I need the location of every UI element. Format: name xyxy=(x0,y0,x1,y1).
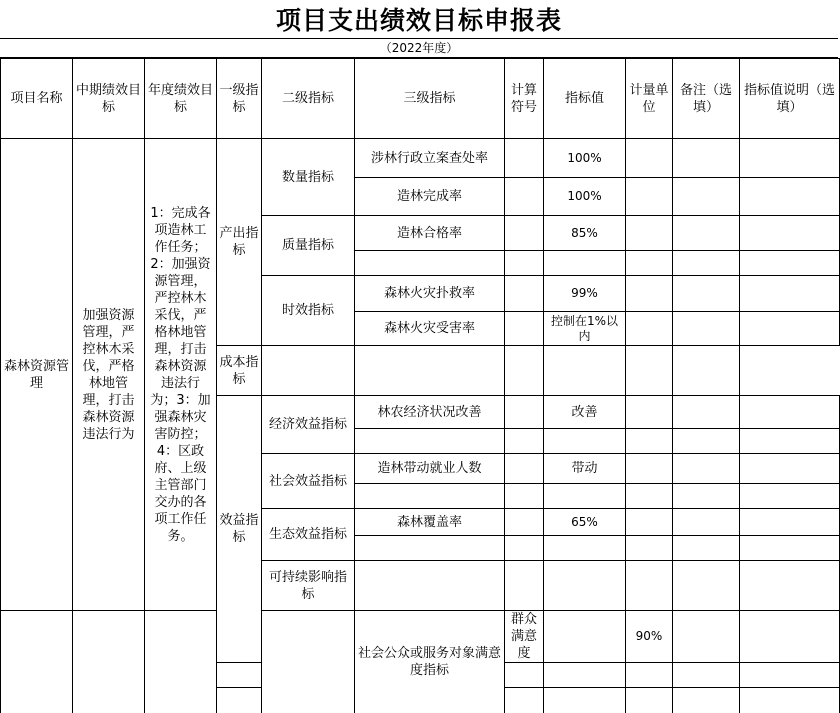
remark-cell xyxy=(673,139,740,178)
unit-cell xyxy=(626,396,673,429)
sheet-year: （2022年度） xyxy=(0,38,838,58)
header-level3: 三级指标 xyxy=(355,59,505,139)
remark-cell xyxy=(673,484,740,509)
calc-symbol-cell xyxy=(505,312,544,346)
value-note-cell xyxy=(740,429,840,454)
indicator-name: 群众满意度 xyxy=(505,611,544,663)
level2-social-cell: 社会效益指标 xyxy=(262,454,355,509)
remark-cell xyxy=(673,251,740,276)
project-name-cell-cont xyxy=(1,611,73,713)
header-row xyxy=(1,59,840,139)
value-note-cell xyxy=(673,346,740,396)
indicator-value xyxy=(544,688,626,713)
indicator-name: 造林完成率 xyxy=(355,178,505,216)
calc-symbol-cell xyxy=(505,484,544,509)
value-note-cell xyxy=(740,139,840,178)
value-note-cell xyxy=(740,454,840,484)
remark-cell xyxy=(673,216,740,251)
mid-term-goal-cell-cont xyxy=(73,611,145,713)
indicator-value: 带动 xyxy=(544,454,626,484)
project-name-cell: 森林资源管理 xyxy=(1,139,73,611)
calc-symbol-cell xyxy=(505,216,544,251)
unit-cell xyxy=(673,611,740,663)
calc-symbol-cell xyxy=(505,536,544,561)
remark-cell xyxy=(626,346,673,396)
remark-cell xyxy=(673,688,740,713)
indicator-value: 65% xyxy=(544,509,626,536)
unit-cell xyxy=(626,139,673,178)
indicator-value xyxy=(544,429,626,454)
remark-cell xyxy=(673,663,740,688)
indicator-value: 90% xyxy=(626,611,673,663)
unit-cell xyxy=(544,346,626,396)
value-note-cell xyxy=(740,178,840,216)
value-note-cell xyxy=(740,561,840,611)
remark-cell xyxy=(673,536,740,561)
calc-symbol-cell xyxy=(505,688,544,713)
value-note-cell xyxy=(740,312,840,346)
indicator-name xyxy=(217,663,262,688)
indicator-name: 林农经济状况改善 xyxy=(355,396,505,429)
value-note-cell xyxy=(740,536,840,561)
remark-cell xyxy=(673,178,740,216)
value-note-cell xyxy=(740,663,840,688)
level1-output-cell: 产出指标 xyxy=(217,139,262,346)
unit-cell xyxy=(626,663,673,688)
remark-cell xyxy=(740,611,840,663)
indicator-value: 99% xyxy=(544,276,626,312)
annual-goal-cell-cont xyxy=(145,611,217,713)
level2-quantity-cell: 数量指标 xyxy=(262,139,355,216)
header-calc-symbol: 计算符号 xyxy=(505,59,544,139)
calc-symbol-cell xyxy=(505,663,544,688)
header-level1: 一级指标 xyxy=(217,59,262,139)
remark-cell xyxy=(673,312,740,346)
indicator-value xyxy=(544,536,626,561)
calc-symbol-cell xyxy=(505,139,544,178)
value-note-cell xyxy=(740,216,840,251)
header-mid-term-goal: 中期绩效目标 xyxy=(73,59,145,139)
calc-symbol-cell xyxy=(505,251,544,276)
unit-cell xyxy=(626,454,673,484)
header-level2: 二级指标 xyxy=(262,59,355,139)
remark-cell xyxy=(673,561,740,611)
unit-cell xyxy=(626,312,673,346)
calc-symbol-cell xyxy=(505,429,544,454)
unit-cell xyxy=(626,536,673,561)
remark-cell xyxy=(673,276,740,312)
indicator-value: 85% xyxy=(544,216,626,251)
unit-cell xyxy=(626,561,673,611)
unit-cell xyxy=(626,216,673,251)
indicator-name xyxy=(355,536,505,561)
unit-cell xyxy=(626,429,673,454)
level2-cost-cell: 成本指标 xyxy=(217,346,262,396)
level1-benefit-cell-cont xyxy=(262,611,355,713)
indicator-name: 森林覆盖率 xyxy=(355,509,505,536)
indicator-name: 造林合格率 xyxy=(355,216,505,251)
mid-term-goal-cell: 加强资源管理，严控林木采伐，严格林地管理，打击森林资源违法行为 xyxy=(73,139,145,611)
value-note-cell xyxy=(740,251,840,276)
header-annual-goal: 年度绩效目标 xyxy=(145,59,217,139)
indicator-name: 森林火灾扑救率 xyxy=(355,276,505,312)
calc-symbol-cell xyxy=(505,454,544,484)
header-unit: 计量单位 xyxy=(626,59,673,139)
header-remark: 备注（选填） xyxy=(673,59,740,139)
indicator-value xyxy=(544,663,626,688)
value-note-cell xyxy=(740,688,840,713)
sheet-title: 项目支出绩效目标申报表 xyxy=(0,0,838,39)
table-row xyxy=(1,139,840,178)
header-project-name: 项目名称 xyxy=(1,59,73,139)
level2-timeliness-cell: 时效指标 xyxy=(262,276,355,346)
indicator-name: 森林火灾受害率 xyxy=(355,312,505,346)
indicator-value: 100% xyxy=(544,178,626,216)
unit-cell xyxy=(626,688,673,713)
goal-table xyxy=(0,58,840,713)
remark-cell xyxy=(673,509,740,536)
indicator-name xyxy=(355,251,505,276)
header-target-value: 指标值 xyxy=(544,59,626,139)
calc-symbol-cell xyxy=(505,509,544,536)
level2-ecological-cell: 生态效益指标 xyxy=(262,509,355,561)
value-note-cell xyxy=(740,276,840,312)
remark-cell xyxy=(673,454,740,484)
unit-cell xyxy=(626,509,673,536)
level2-sustainable-cell: 可持续影响指标 xyxy=(262,561,355,611)
indicator-value: 改善 xyxy=(544,396,626,429)
calc-symbol-cell xyxy=(505,178,544,216)
indicator-name xyxy=(355,484,505,509)
indicator-name xyxy=(262,346,355,396)
calc-symbol-cell xyxy=(544,611,626,663)
remark-cell xyxy=(673,396,740,429)
unit-cell xyxy=(626,251,673,276)
level2-satisfaction-cell: 社会公众或服务对象满意度指标 xyxy=(355,611,505,713)
indicator-value xyxy=(505,346,544,396)
indicator-value: 100% xyxy=(544,139,626,178)
calc-symbol-cell xyxy=(505,561,544,611)
value-note-cell xyxy=(740,484,840,509)
calc-symbol-cell xyxy=(505,276,544,312)
unit-cell xyxy=(626,276,673,312)
header-value-note: 指标值说明（选填） xyxy=(740,59,840,139)
value-note-cell xyxy=(740,509,840,536)
annual-goal-cell: 1：完成各项造林工作任务；2：加强资源管理，严控林木采伐，严格林地管理，打击森林资源违法行为；3：加强森林灾害防控；4：区政府、上级主管部门交办的各项工作任务。 xyxy=(145,139,217,611)
unit-cell xyxy=(626,178,673,216)
indicator-value xyxy=(544,251,626,276)
calc-symbol-cell xyxy=(355,346,505,396)
level2-quality-cell: 质量指标 xyxy=(262,216,355,276)
indicator-value xyxy=(544,484,626,509)
unit-cell xyxy=(626,484,673,509)
remark-cell xyxy=(673,429,740,454)
indicator-name xyxy=(355,561,505,611)
level2-economic-cell: 经济效益指标 xyxy=(262,396,355,454)
calc-symbol-cell xyxy=(505,396,544,429)
indicator-name: 造林带动就业人数 xyxy=(355,454,505,484)
indicator-name: 涉林行政立案查处率 xyxy=(355,139,505,178)
table-row xyxy=(1,611,840,663)
level1-benefit-cell: 效益指标 xyxy=(217,396,262,663)
indicator-name xyxy=(355,429,505,454)
indicator-value: 控制在1%以内 xyxy=(544,312,626,346)
value-note-cell xyxy=(740,396,840,429)
indicator-name xyxy=(217,688,262,713)
indicator-value xyxy=(544,561,626,611)
